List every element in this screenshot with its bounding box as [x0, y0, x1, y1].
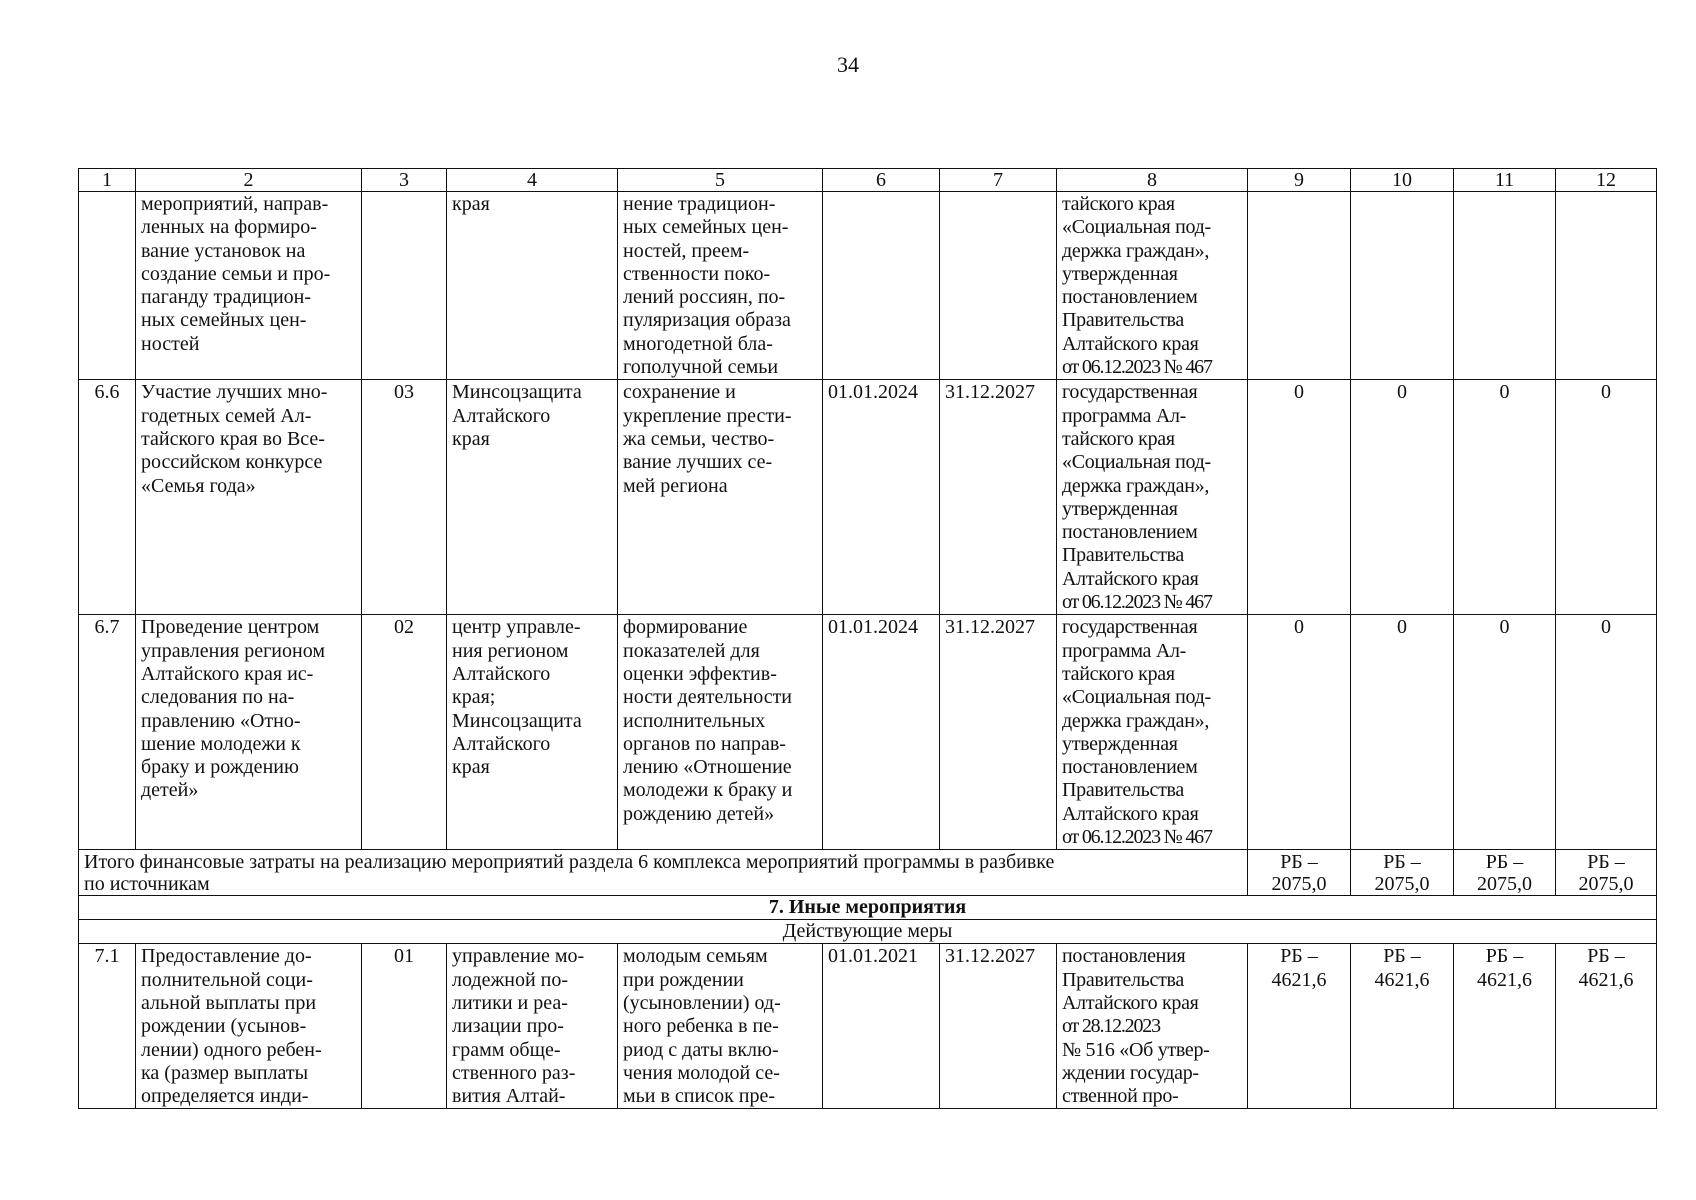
text-line: Алтайского — [452, 732, 551, 755]
text-line: ственной про- — [1062, 1085, 1179, 1108]
text-line: пуляризация образа — [623, 309, 791, 332]
start-date: 01.01.2024 — [823, 380, 940, 615]
text-line: Участие лучших мно- — [141, 381, 328, 404]
text-line: грамм обще- — [452, 1038, 561, 1061]
text-line: лению «Отношение — [623, 756, 792, 779]
text-line: от 06.12.2023 № 467 — [1062, 591, 1212, 614]
text-line: постановлением — [1062, 286, 1198, 309]
end-date: 31.12.2027 — [940, 615, 1057, 850]
column-header: 3 — [362, 169, 447, 192]
text-line: утвержденная — [1062, 497, 1178, 520]
text-line: «Социальная под- — [1062, 451, 1211, 474]
text-line: создание семьи и про- — [141, 262, 331, 285]
text-line: полнительной соци- — [141, 968, 313, 991]
text-line: государственная — [1062, 616, 1198, 639]
executor-cell — [447, 192, 618, 380]
section-title: 7. Иные мероприятия — [79, 896, 1657, 920]
column-header: 2 — [136, 169, 362, 192]
column-header: 7 — [940, 169, 1057, 192]
text-line: 2075,0 — [1477, 873, 1532, 896]
text-line: Алтайского края — [1062, 567, 1199, 590]
text-line: РБ – — [1280, 945, 1318, 968]
text-line: органов по направ- — [623, 732, 786, 755]
value-cell — [1248, 944, 1351, 1109]
text-line: российском конкурсе — [141, 451, 323, 474]
text-line: жа семьи, чество- — [623, 427, 775, 450]
text-line: управления регионом — [141, 639, 325, 662]
text-line: паганду традицион- — [141, 286, 312, 309]
text-line: 4621,6 — [1271, 968, 1327, 991]
text-line: молодежи к браку и — [623, 779, 793, 802]
text-line: Алтайского — [452, 662, 551, 685]
text-line: правлению «Отно- — [141, 709, 301, 732]
text-line: «Семья года» — [141, 474, 256, 497]
basis-cell — [1057, 615, 1248, 850]
total-value — [1454, 850, 1556, 896]
result-cell — [618, 615, 823, 850]
value-cell — [1248, 192, 1351, 380]
table-row — [79, 615, 1657, 850]
text-line: детей» — [141, 779, 199, 802]
text-line: формирование — [623, 616, 748, 639]
text-line: исполнительных — [623, 709, 766, 732]
value-cell — [1454, 192, 1556, 380]
end-date — [940, 192, 1057, 380]
text-line: Алтайского края ис- — [141, 662, 314, 685]
measures-table — [78, 168, 1657, 1109]
text-line: годетных семей Ал- — [141, 404, 312, 427]
text-line: программа Ал- — [1062, 404, 1187, 427]
text-line: вание лучших се- — [623, 451, 773, 474]
table-row — [79, 380, 1657, 615]
text-line: многодетной бла- — [623, 332, 773, 355]
text-line: ных семейных цен- — [141, 309, 307, 332]
value-cell: 0 — [1248, 380, 1351, 615]
text-line: мероприятий, направ- — [141, 193, 329, 215]
header-row — [79, 169, 1657, 192]
section-row — [79, 896, 1657, 920]
value-cell — [1556, 192, 1657, 380]
end-date: 31.12.2027 — [940, 944, 1057, 1109]
text-line: тайского края — [1062, 427, 1175, 450]
basis-cell — [1057, 192, 1248, 380]
column-header: 11 — [1454, 169, 1556, 192]
text-line: РБ – — [1587, 945, 1625, 968]
text-line: чения молодой се- — [623, 1061, 780, 1084]
text-line: лении) одного ребен- — [141, 1038, 322, 1061]
text-line: рождению детей» — [623, 802, 775, 825]
text-line: 4621,6 — [1578, 968, 1634, 991]
total-value — [1351, 850, 1454, 896]
start-date: 01.01.2021 — [823, 944, 940, 1109]
value-cell: 0 — [1248, 615, 1351, 850]
table-row — [79, 192, 1657, 380]
text-line: ния регионом — [452, 639, 569, 662]
executor-cell — [447, 380, 618, 615]
executor-cell — [447, 944, 618, 1109]
text-line: РБ – — [1280, 851, 1318, 874]
code-cell — [362, 192, 447, 380]
text-line: Правительства — [1062, 779, 1184, 802]
text-line: ного ребенка в пе- — [623, 1015, 779, 1038]
text-line: укрепление прести- — [623, 404, 792, 427]
text-line: Алтайского края — [1062, 802, 1199, 825]
value-cell — [1351, 944, 1454, 1109]
text-line: № 516 «Об утвер- — [1062, 1038, 1210, 1061]
text-line: постановлением — [1062, 521, 1198, 544]
text-line: лений россиян, по- — [623, 286, 786, 309]
text-line: ностей — [141, 332, 200, 355]
executor-cell — [447, 615, 618, 850]
text-line: края — [452, 193, 490, 215]
text-line: (усыновлении) од- — [623, 991, 781, 1014]
text-line: оценки эффектив- — [623, 662, 777, 685]
row-number: 6.7 — [79, 615, 136, 850]
measure-name — [136, 615, 362, 850]
subsection-title: Действующие меры — [79, 920, 1657, 944]
text-line: Правительства — [1062, 309, 1184, 332]
text-line: держка граждан», — [1062, 709, 1210, 732]
text-line: тайского края — [1062, 662, 1175, 685]
text-line: по источникам — [84, 873, 210, 896]
text-line: «Социальная под- — [1062, 686, 1211, 709]
page-number: 34 — [837, 52, 859, 77]
text-line: Алтайского края — [1062, 991, 1199, 1014]
text-line: Минсоцзащита — [452, 709, 582, 732]
text-line: вития Алтай- — [452, 1085, 566, 1108]
text-line: гополучной семьи — [623, 356, 779, 379]
start-date: 01.01.2024 — [823, 615, 940, 850]
text-line: браку и рождению — [141, 756, 299, 779]
total-value — [1556, 850, 1657, 896]
text-line: нение традицион- — [623, 193, 776, 215]
table-row — [79, 944, 1657, 1109]
subsection-row — [79, 920, 1657, 944]
total-label — [79, 850, 1248, 896]
column-header: 9 — [1248, 169, 1351, 192]
text-line: вание установок на — [141, 239, 306, 262]
text-line: РБ – — [1587, 851, 1625, 874]
text-line: Минсоцзащита — [452, 381, 582, 404]
text-line: риод с даты вклю- — [623, 1038, 779, 1061]
text-line: лизации про- — [452, 1015, 564, 1038]
column-header: 10 — [1351, 169, 1454, 192]
text-line: литики и реа- — [452, 991, 568, 1014]
text-line: Проведение центром — [141, 616, 320, 639]
text-line: альной выплаты при — [141, 991, 317, 1014]
column-header: 1 — [79, 169, 136, 192]
text-line: ности деятельности — [623, 686, 793, 709]
text-line: 2075,0 — [1578, 873, 1634, 896]
value-cell — [1556, 944, 1657, 1109]
end-date: 31.12.2027 — [940, 380, 1057, 615]
text-line: утвержденная — [1062, 262, 1178, 285]
text-line: ленных на формиро- — [141, 216, 317, 239]
text-line: края; — [452, 686, 496, 709]
text-line: ственного раз- — [452, 1061, 576, 1084]
result-cell — [618, 944, 823, 1109]
value-cell — [1454, 944, 1556, 1109]
value-cell: 0 — [1454, 380, 1556, 615]
basis-cell — [1057, 380, 1248, 615]
text-line: края — [452, 427, 490, 450]
start-date — [823, 192, 940, 380]
text-line: РБ – — [1485, 945, 1524, 968]
text-line: тайского края — [1062, 193, 1175, 215]
code-cell: 01 — [362, 944, 447, 1109]
text-line: ностей, преем- — [623, 239, 750, 262]
text-line: 2075,0 — [1374, 873, 1430, 896]
text-line: ждении государ- — [1062, 1061, 1199, 1084]
value-cell: 0 — [1454, 615, 1556, 850]
text-line: 2075,0 — [1271, 873, 1327, 896]
text-line: программа Ал- — [1062, 639, 1187, 662]
text-line: Правительства — [1062, 968, 1184, 991]
text-line: от 28.12.2023 — [1062, 1015, 1160, 1038]
text-line: государственная — [1062, 381, 1198, 404]
column-header: 12 — [1556, 169, 1657, 192]
text-line: при рождении — [623, 968, 744, 991]
text-line: определяется инди- — [141, 1085, 309, 1108]
text-line: РБ – — [1485, 851, 1524, 874]
text-line: от 06.12.2023 № 467 — [1062, 356, 1212, 379]
text-line: сохранение и — [623, 381, 736, 404]
value-cell: 0 — [1351, 615, 1454, 850]
text-line: 4621,6 — [1477, 968, 1532, 991]
code-cell: 03 — [362, 380, 447, 615]
value-cell — [1351, 192, 1454, 380]
row-number — [79, 192, 136, 380]
basis-cell — [1057, 944, 1248, 1109]
text-line: молодым семьям — [623, 945, 768, 968]
text-line: тайского края во Все- — [141, 427, 325, 450]
measure-name — [136, 380, 362, 615]
text-line: управление мо- — [452, 945, 585, 968]
text-line: Алтайского края — [1062, 332, 1199, 355]
text-line: шение молодежи к — [141, 732, 301, 755]
total-row — [79, 850, 1657, 896]
column-header: 8 — [1057, 169, 1248, 192]
measure-name — [136, 944, 362, 1109]
value-cell: 0 — [1556, 615, 1657, 850]
value-cell: 0 — [1351, 380, 1454, 615]
column-header: 4 — [447, 169, 618, 192]
result-cell — [618, 380, 823, 615]
total-value — [1248, 850, 1351, 896]
text-line: Правительства — [1062, 544, 1184, 567]
text-line: ных семейных цен- — [623, 216, 789, 239]
measure-name — [136, 192, 362, 380]
code-cell: 02 — [362, 615, 447, 850]
column-header: 5 — [618, 169, 823, 192]
result-cell — [618, 192, 823, 380]
text-line: Итого финансовые затраты на реализацию мероприятий раздела 6 комплекса мероприятий программы в разбивке — [84, 851, 1055, 874]
text-line: ка (размер выплаты — [141, 1061, 309, 1084]
text-line: мьи в список пре- — [623, 1085, 776, 1108]
text-line: края — [452, 756, 490, 779]
row-number: 7.1 — [79, 944, 136, 1109]
text-line: лодежной по- — [452, 968, 569, 991]
row-number: 6.6 — [79, 380, 136, 615]
text-line: «Социальная под- — [1062, 216, 1211, 239]
text-line: ственности поко- — [623, 262, 771, 285]
text-line: мей региона — [623, 474, 728, 497]
text-line: 4621,6 — [1374, 968, 1430, 991]
text-line: РБ – — [1383, 945, 1421, 968]
text-line: Предоставление до- — [141, 945, 312, 968]
text-line: утвержденная — [1062, 732, 1178, 755]
text-line: постановлением — [1062, 756, 1198, 779]
text-line: от 06.12.2023 № 467 — [1062, 826, 1212, 849]
text-line: показателей для — [623, 639, 760, 662]
text-line: РБ – — [1383, 851, 1421, 874]
text-line: держка граждан», — [1062, 239, 1210, 262]
text-line: центр управле- — [452, 616, 581, 639]
column-header: 6 — [823, 169, 940, 192]
text-line: следования по на- — [141, 686, 295, 709]
text-line: держка граждан», — [1062, 474, 1210, 497]
text-line: Алтайского — [452, 404, 551, 427]
text-line: рождении (усынов- — [141, 1015, 307, 1038]
value-cell: 0 — [1556, 380, 1657, 615]
text-line: постановления — [1062, 945, 1186, 968]
